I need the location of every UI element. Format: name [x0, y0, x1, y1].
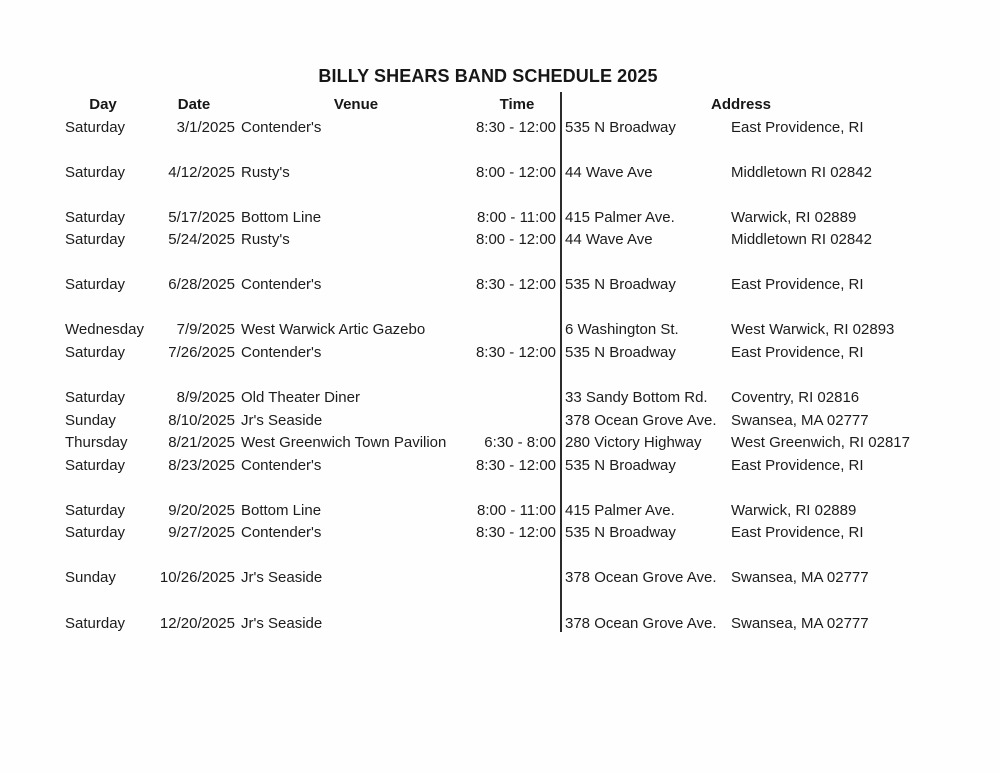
cell-venue: Jr's Seaside — [241, 411, 323, 429]
cell-date: 5/24/2025 — [168, 231, 235, 249]
cell-date: 8/10/2025 — [168, 411, 235, 429]
cell-city-state-zip: East Providence, RI — [731, 524, 864, 542]
cell-time — [440, 297, 556, 320]
cell-city-state-zip: East Providence, RI — [731, 456, 864, 474]
cell-time — [440, 365, 556, 388]
cell-time: 6:30 - 8:00 — [484, 434, 556, 452]
cell-street-address: 280 Victory Highway — [565, 434, 702, 452]
cell-city-state-zip — [731, 139, 981, 162]
cell-street-address: 44 Wave Ave — [565, 163, 653, 181]
cell-city-state-zip — [731, 297, 981, 320]
cell-date: 12/20/2025 — [159, 614, 235, 632]
cell-venue: Contender's — [241, 524, 322, 542]
table-row — [0, 162, 1000, 185]
cell-day: Saturday — [65, 501, 126, 519]
cell-street-address: 535 N Broadway — [565, 118, 676, 136]
cell-street-address — [565, 545, 727, 568]
cell-day: Saturday — [65, 118, 126, 136]
cell-date: 8/23/2025 — [168, 456, 235, 474]
page-title: BILLY SHEARS BAND SCHEDULE 2025 — [318, 66, 658, 86]
cell-street-address: 535 N Broadway — [565, 344, 676, 362]
cell-street-address — [565, 297, 727, 320]
cell-street-address: 6 Washington St. — [565, 321, 679, 339]
cell-time: 8:30 - 12:00 — [475, 118, 556, 136]
cell-day: Thursday — [65, 434, 128, 452]
cell-street-address: 378 Ocean Grove Ave. — [565, 411, 717, 429]
cell-date: 8/21/2025 — [168, 434, 235, 452]
cell-date — [140, 252, 235, 275]
table-row — [0, 387, 1000, 410]
cell-venue: Contender's — [241, 276, 322, 294]
cell-venue — [241, 139, 456, 162]
table-row — [0, 545, 1000, 568]
table-row — [0, 613, 1000, 636]
cell-time: 8:30 - 12:00 — [475, 456, 556, 474]
cell-venue — [241, 252, 456, 275]
cell-time: 8:00 - 12:00 — [475, 231, 556, 249]
table-row — [0, 365, 1000, 388]
cell-venue: Contender's — [241, 456, 322, 474]
cell-day: Saturday — [65, 344, 126, 362]
cell-date — [140, 365, 235, 388]
table-row — [0, 229, 1000, 252]
cell-venue: Jr's Seaside — [241, 614, 323, 632]
cell-city-state-zip: West Greenwich, RI 02817 — [731, 434, 910, 452]
cell-date: 8/9/2025 — [176, 389, 235, 407]
cell-time: 8:00 - 11:00 — [477, 208, 556, 226]
column-header-date: Date — [177, 96, 211, 113]
cell-time — [440, 252, 556, 275]
cell-street-address: 378 Ocean Grove Ave. — [565, 614, 717, 632]
cell-day: Saturday — [65, 456, 126, 474]
cell-street-address — [565, 139, 727, 162]
cell-date: 9/20/2025 — [168, 501, 235, 519]
table-row — [0, 455, 1000, 478]
cell-date — [140, 297, 235, 320]
cell-date — [140, 545, 235, 568]
cell-venue: West Warwick Artic Gazebo — [241, 321, 426, 339]
cell-date: 5/17/2025 — [168, 208, 235, 226]
cell-venue — [241, 184, 456, 207]
column-header-venue: Venue — [333, 96, 379, 113]
cell-time — [440, 545, 556, 568]
cell-day: Saturday — [65, 276, 126, 294]
cell-time — [440, 387, 556, 410]
cell-city-state-zip: East Providence, RI — [731, 118, 864, 136]
table-row — [0, 117, 1000, 140]
cell-venue: Contender's — [241, 118, 322, 136]
cell-venue — [241, 590, 456, 613]
cell-city-state-zip — [731, 477, 981, 500]
cell-date: 3/1/2025 — [176, 118, 235, 136]
schedule-rows — [0, 117, 1000, 636]
column-header-day: Day — [89, 96, 117, 113]
cell-time — [440, 410, 556, 433]
cell-date: 10/26/2025 — [159, 569, 235, 587]
cell-city-state-zip: Swansea, MA 02777 — [731, 411, 869, 429]
cell-city-state-zip: Middletown RI 02842 — [731, 163, 872, 181]
cell-date: 7/9/2025 — [176, 321, 235, 339]
cell-time — [440, 184, 556, 207]
column-header-time: Time — [499, 96, 535, 113]
cell-city-state-zip: Coventry, RI 02816 — [731, 389, 860, 407]
cell-venue: Bottom Line — [241, 208, 322, 226]
cell-venue: West Greenwich Town Pavilion — [241, 434, 447, 452]
cell-venue: Jr's Seaside — [241, 569, 323, 587]
table-row — [0, 207, 1000, 230]
cell-date: 6/28/2025 — [168, 276, 235, 294]
table-row — [0, 567, 1000, 590]
cell-time: 8:30 - 12:00 — [475, 524, 556, 542]
cell-date: 7/26/2025 — [168, 344, 235, 362]
table-row — [0, 342, 1000, 365]
cell-street-address — [565, 590, 727, 613]
cell-venue — [241, 477, 456, 500]
cell-venue: Bottom Line — [241, 501, 322, 519]
table-row — [0, 319, 1000, 342]
cell-date — [140, 184, 235, 207]
cell-city-state-zip: East Providence, RI — [731, 344, 864, 362]
cell-time — [440, 613, 556, 636]
cell-day: Saturday — [65, 208, 126, 226]
cell-venue: Rusty's — [241, 231, 290, 249]
cell-city-state-zip: Warwick, RI 02889 — [731, 501, 857, 519]
cell-time — [440, 590, 556, 613]
cell-venue: Rusty's — [241, 163, 290, 181]
cell-venue — [241, 365, 456, 388]
column-header-address: Address — [710, 96, 772, 113]
cell-day: Sunday — [65, 411, 116, 429]
cell-street-address — [565, 477, 727, 500]
cell-date: 4/12/2025 — [168, 163, 235, 181]
cell-street-address: 535 N Broadway — [565, 276, 676, 294]
cell-day: Saturday — [65, 231, 126, 249]
cell-city-state-zip: Swansea, MA 02777 — [731, 614, 869, 632]
cell-time: 8:00 - 11:00 — [477, 501, 556, 519]
table-row — [0, 274, 1000, 297]
cell-time: 8:00 - 12:00 — [475, 163, 556, 181]
cell-street-address: 33 Sandy Bottom Rd. — [565, 389, 708, 407]
cell-time — [440, 319, 556, 342]
table-row — [0, 500, 1000, 523]
table-row — [0, 297, 1000, 320]
cell-city-state-zip: Warwick, RI 02889 — [731, 208, 857, 226]
table-row — [0, 184, 1000, 207]
cell-city-state-zip — [731, 184, 981, 207]
cell-date: 9/27/2025 — [168, 524, 235, 542]
cell-street-address: 535 N Broadway — [565, 524, 676, 542]
table-row — [0, 432, 1000, 455]
cell-date — [140, 590, 235, 613]
cell-day: Sunday — [65, 569, 116, 587]
cell-venue — [241, 297, 456, 320]
cell-city-state-zip: West Warwick, RI 02893 — [731, 321, 895, 339]
cell-time — [440, 139, 556, 162]
cell-street-address: 415 Palmer Ave. — [565, 501, 675, 519]
table-row — [0, 410, 1000, 433]
cell-day: Saturday — [65, 524, 126, 542]
cell-street-address — [565, 252, 727, 275]
cell-street-address: 378 Ocean Grove Ave. — [565, 569, 717, 587]
table-row — [0, 477, 1000, 500]
cell-street-address: 415 Palmer Ave. — [565, 208, 675, 226]
cell-city-state-zip — [731, 545, 981, 568]
cell-city-state-zip — [731, 590, 981, 613]
cell-time — [440, 477, 556, 500]
table-row — [0, 139, 1000, 162]
cell-city-state-zip: Middletown RI 02842 — [731, 231, 872, 249]
cell-day: Saturday — [65, 163, 126, 181]
schedule-table — [0, 94, 1000, 635]
cell-city-state-zip: Swansea, MA 02777 — [731, 569, 869, 587]
table-row — [0, 590, 1000, 613]
cell-street-address: 535 N Broadway — [565, 456, 676, 474]
cell-street-address: 44 Wave Ave — [565, 231, 653, 249]
table-header-row — [0, 94, 1000, 117]
table-row — [0, 252, 1000, 275]
cell-venue — [241, 545, 456, 568]
cell-day: Saturday — [65, 614, 126, 632]
table-row — [0, 522, 1000, 545]
cell-street-address — [565, 365, 727, 388]
cell-city-state-zip — [731, 365, 981, 388]
cell-date — [140, 139, 235, 162]
cell-street-address — [565, 184, 727, 207]
cell-city-state-zip: East Providence, RI — [731, 276, 864, 294]
cell-day: Wednesday — [65, 321, 144, 339]
cell-time — [440, 567, 556, 590]
cell-venue: Contender's — [241, 344, 322, 362]
cell-venue: Old Theater Diner — [241, 389, 360, 407]
cell-city-state-zip — [731, 252, 981, 275]
cell-date — [140, 477, 235, 500]
cell-time: 8:30 - 12:00 — [475, 344, 556, 362]
cell-time: 8:30 - 12:00 — [475, 276, 556, 294]
cell-day: Saturday — [65, 389, 126, 407]
